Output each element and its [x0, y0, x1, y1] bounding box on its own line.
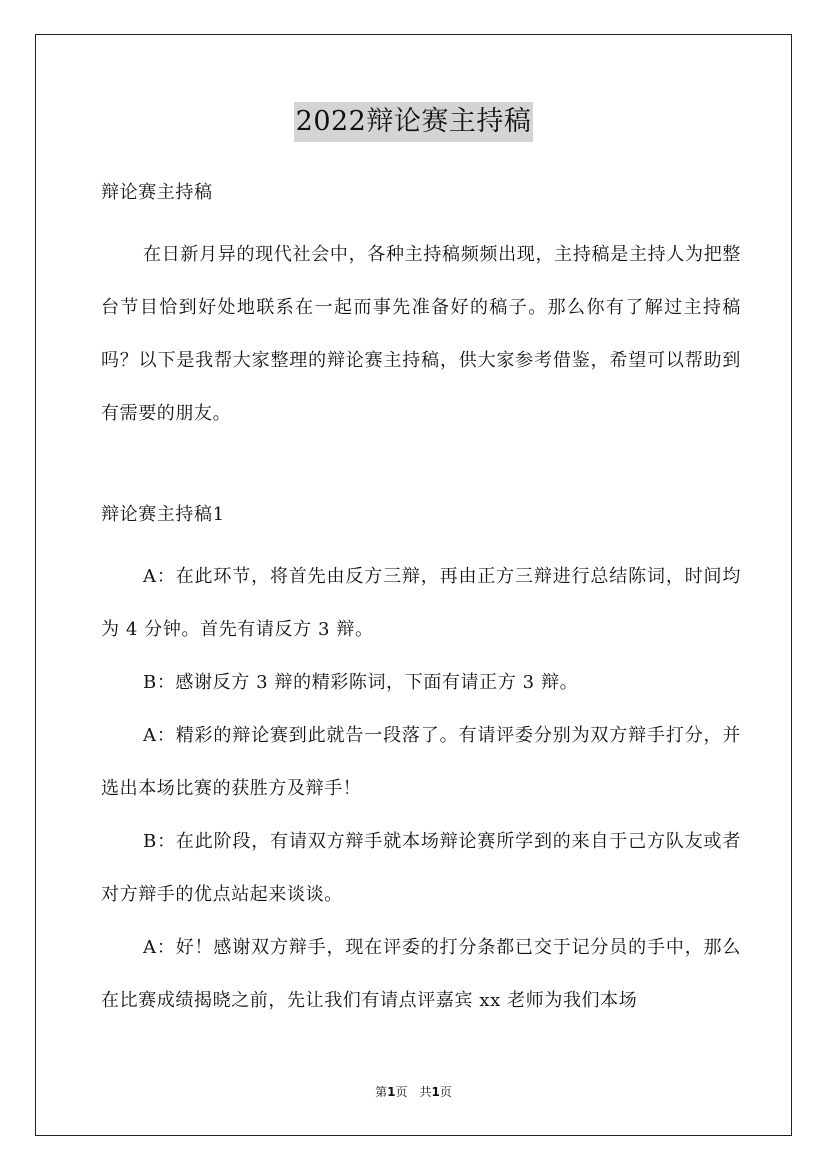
page-label-prefix: 第 — [375, 1085, 388, 1099]
intro-paragraph: 在日新月异的现代社会中，各种主持稿频频出现，主持稿是主持人为把整台节目恰到好处地联系在一起而事先准备好的稿子。那么你有了解过主持稿吗？以下是我帮大家整理的辩论赛主持稿，供大家参考借鉴，希望可以帮助到有需要的朋友。 — [101, 244, 741, 424]
document-body — [101, 176, 741, 1027]
spacer — [101, 532, 741, 550]
dialogue-paragraph: A：好！感谢双方辩手，现在评委的打分条都已交于记分员的手中，那么在比赛成绩揭晓之前，先让我们有请点评嘉宾 xx 老师为我们本场 — [101, 937, 741, 1011]
page-label-mid: 页 共 — [395, 1085, 432, 1099]
spacer — [101, 210, 741, 228]
dialogue-paragraph: B：在此阶段，有请双方辩手就本场辩论赛所学到的来自于己方队友或者对方辩手的优点站起来谈谈。 — [101, 831, 741, 905]
dialogue-paragraph: B：感谢反方 3 辩的精彩陈词，下面有请正方 3 辩。 — [143, 672, 579, 693]
spacer — [101, 440, 741, 498]
intro-heading: 辩论赛主持稿 — [101, 182, 213, 203]
document-title: 2022辩论赛主持稿 — [294, 102, 534, 142]
section-heading: 辩论赛主持稿1 — [101, 504, 225, 525]
page-label-suffix: 页 — [439, 1085, 452, 1099]
page-footer — [0, 1083, 827, 1101]
page-current: 1 — [387, 1085, 396, 1099]
page-total: 1 — [431, 1085, 440, 1099]
title-wrap — [0, 102, 827, 142]
dialogue-paragraph: A：精彩的辩论赛到此就告一段落了。有请评委分别为双方辩手打分，并选出本场比赛的获胜方及辩手！ — [101, 725, 741, 799]
dialogue-paragraph: A：在此环节，将首先由反方三辩，再由正方三辩进行总结陈词，时间均为 4 分钟。首先有请反方 3 辩。 — [101, 566, 741, 640]
